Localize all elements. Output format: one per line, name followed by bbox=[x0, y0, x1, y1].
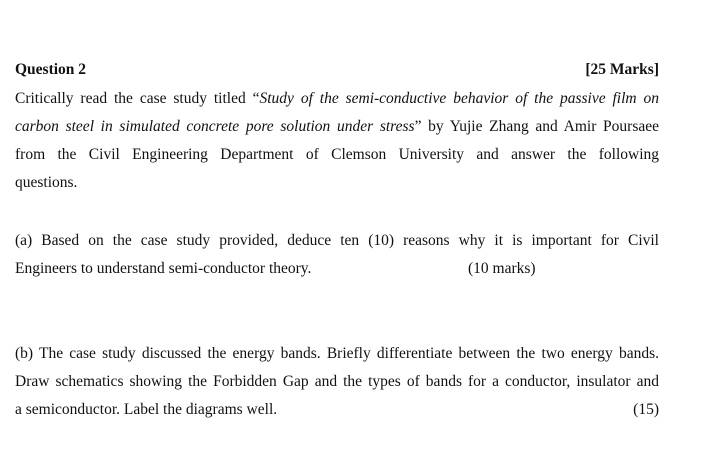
part-a-marks: (10 marks) bbox=[468, 260, 536, 277]
question-total-marks: [25 Marks] bbox=[585, 61, 659, 78]
part-a-line-2: Engineers to understand semi-conductor theory. bbox=[15, 260, 312, 277]
intro-line-2-text: ” by Yujie Zhang and Amir Poursaee bbox=[414, 118, 659, 135]
part-b-line-3: a semiconductor. Label the diagrams well. bbox=[15, 401, 278, 418]
part-b-line-2: Draw schematics showing the Forbidden Gap and the types of bands for a conductor, insulator and bbox=[15, 373, 659, 390]
intro-line-1 bbox=[15, 89, 659, 109]
intro-line-2 bbox=[15, 117, 659, 137]
intro-line-3: from the Civil Engineering Department of Clemson University and answer the following bbox=[15, 146, 659, 163]
part-b-marks: (15) bbox=[633, 401, 659, 418]
intro-line-4: questions. bbox=[15, 174, 78, 191]
case-study-title-part-2: carbon steel in simulated concrete pore solution under stress bbox=[15, 118, 415, 135]
intro-line-1-text: Critically read the case study titled “ bbox=[15, 90, 260, 107]
case-study-title-part-1: Study of the semi-conductive behavior of the passive film on bbox=[259, 90, 659, 107]
question-title: Question 2 bbox=[15, 61, 87, 78]
part-a-line-1: (a) Based on the case study provided, deduce ten (10) reasons why it is important for Civil bbox=[15, 232, 659, 249]
part-b-line-1: (b) The case study discussed the energy bands. Briefly differentiate between the two energy bands. bbox=[15, 345, 659, 362]
